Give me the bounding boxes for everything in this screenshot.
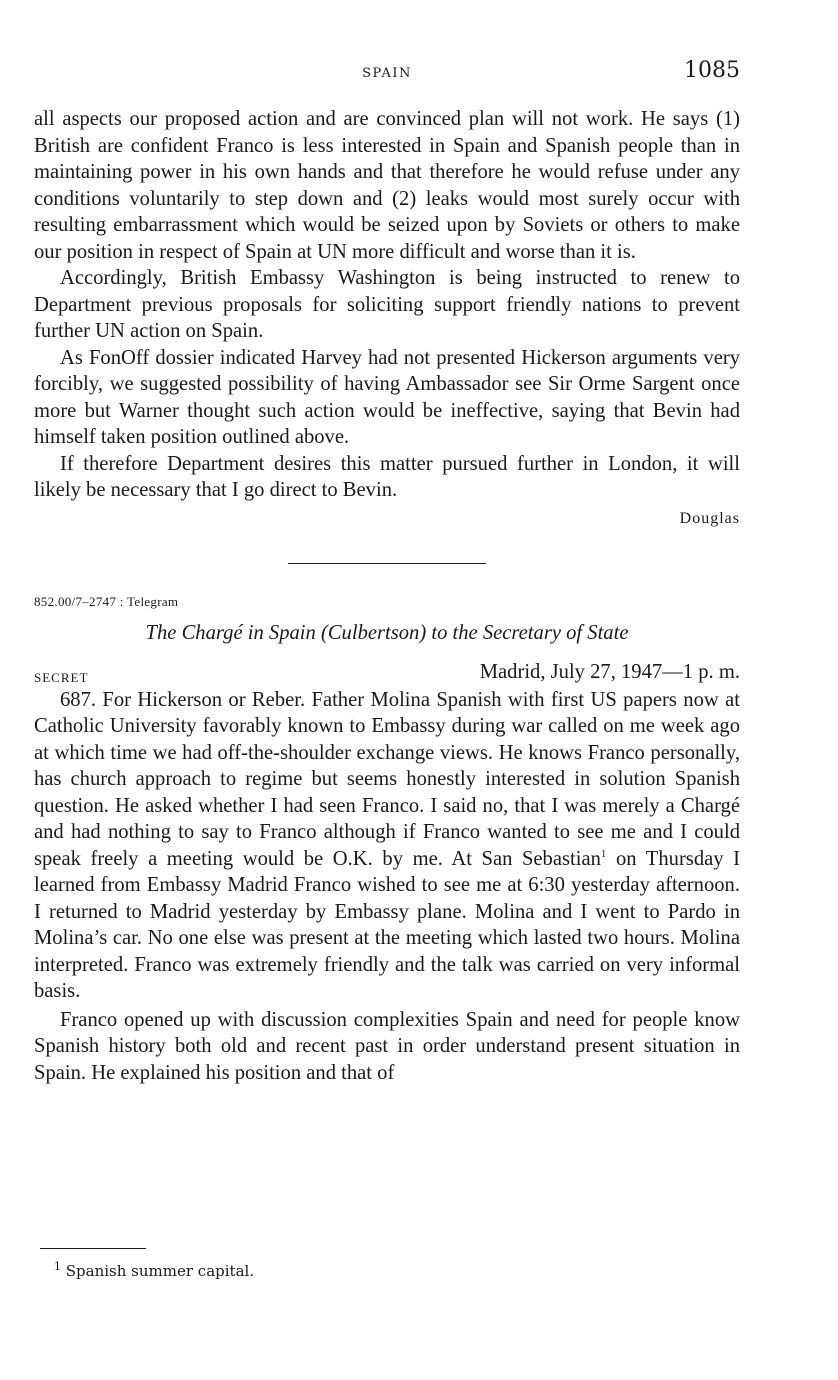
document-page (34, 0, 740, 1380)
footnote (54, 1262, 254, 1280)
signature: Douglas (679, 509, 740, 527)
telegram-paragraph: Franco opened up with discussion complexities Spain and need for people know Spanish history both old and recent past in order understand present situation in Spain. He explained his position and that of (34, 1008, 740, 1084)
footnote-divider (40, 1248, 146, 1249)
paragraph: If therefore Department desires this matter pursued further in London, it will likely be necessary that I go direct to Bevin. (34, 452, 740, 501)
classification-label: SECRET (34, 669, 89, 685)
telegram-paragraph (34, 687, 740, 1005)
running-title: SPAIN (362, 66, 412, 81)
telegram-text: 687. For Hickerson or Reber. Father Molina Spanish with first US papers now at Catholic University favorably known to Embassy during war called on me week ago at which time we had off-the-shoulder exchange views. He knows Franco personally, has church approach to regime but seems honestly interested in solution Spanish question. He asked whether I had seen Franco. I said no, that I was merely a Chargé and had nothing to say to Franco although if Franco wanted to see me and I could speak freely a meeting would be O.K. by me. At San Sebastian (34, 688, 740, 870)
paragraph: As FonOff dossier indicated Harvey had not presented Hickerson arguments very forcibly, we suggested possibility of having Ambassador see Sir Orme Sargent once more but Warner thought such action would be ineffective, saying that Bevin had himself taken position outlined above. (34, 346, 740, 448)
footnote-text: Spanish summer capital. (65, 1262, 255, 1280)
dateline: Madrid, July 27, 1947—1 p. m. (479, 660, 740, 683)
body-text (34, 106, 740, 1086)
file-reference: 852.00/7–2747 : Telegram (34, 593, 179, 609)
page-number: 1085 (684, 58, 740, 83)
footnote-marker: 1 (600, 847, 607, 860)
paragraph-continued: all aspects our proposed action and are convinced plan will not work. He says (1) British are confident Franco is less interested in Spain and Spanish people than in maintaining power in his own hands and that therefore he would refuse under any conditions voluntarily to step down and (2) leaks would most surely occur with resulting embarrassment which would be seized upon by Soviets or others to make our position in respect of Spain at UN more difficult and worse than it is. (34, 108, 740, 263)
dateline-row (34, 659, 740, 685)
document-title: The Chargé in Spain (Culbertson) to the Secretary of State (145, 621, 629, 644)
footnote-number: 1 (54, 1260, 61, 1273)
running-head (34, 58, 740, 86)
section-divider (288, 563, 486, 564)
paragraph: Accordingly, British Embassy Washington is being instructed to renew to Department previous proposals for soliciting support friendly nations to prevent further UN action on Spain. (34, 267, 740, 342)
telegram-text: on Thursday I learned from Embassy Madrid Franco wished to see me at 6:30 yesterday afternoon. I returned to Madrid yesterday by Embassy plane. Molina and I went to Pardo in Molina’s car. No one else was present at the meeting which lasted two hours. Molina interpreted. Franco was extremely friendly and the talk was carried on very informal basis. (34, 847, 740, 1002)
